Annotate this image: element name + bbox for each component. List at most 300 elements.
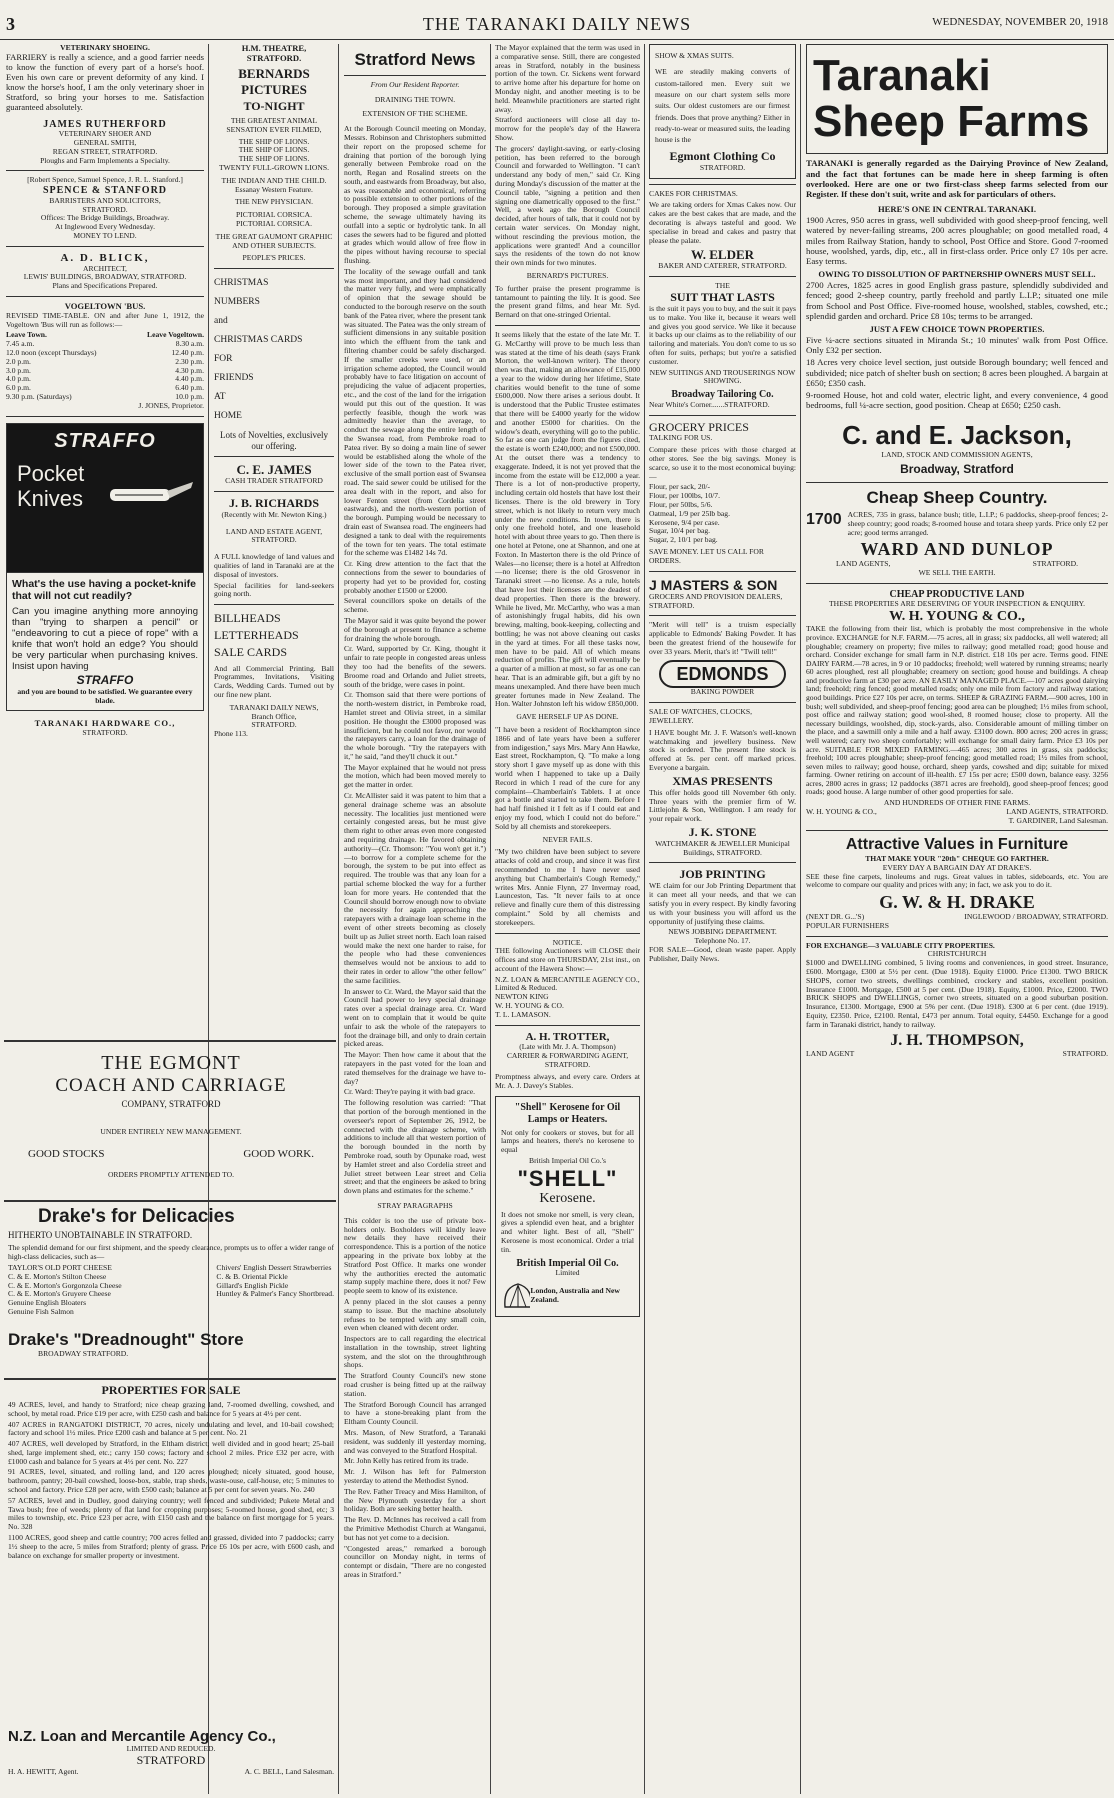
- bill-line: BILLHEADS: [214, 611, 281, 626]
- egmont-clothing-name: Egmont Clothing Co: [669, 148, 776, 163]
- ad-question: What's the use having a pocket-knife that will not cut readily?: [12, 577, 196, 602]
- thompson-left: LAND AGENT: [806, 1049, 855, 1059]
- spence-name: SPENCE & STANFORD: [42, 185, 168, 197]
- jackson-city: Broadway, Stratford: [900, 462, 1014, 477]
- bus-intro: REVISED TIME-TABLE. ON and after June 1, 1912, the Vogeltown 'Bus will run as follows:—: [6, 310, 204, 329]
- ad-title-line: Pocket: [17, 460, 85, 486]
- cakes-heading: CAKES FOR CHRISTMAS.: [649, 188, 738, 198]
- notice-body: THE following Auctioneers will CLOSE their offices and store on THURSDAY, 21st inst., on account of the Hawera Show:—: [495, 946, 640, 973]
- stray-paragraph: "Congested areas," remarked a borough councillor on Monday night, in terms of contempt or disdain, "There are no congested areas in Stratford.": [344, 1543, 486, 1580]
- newspaper-title: THE TARANAKI DAILY NEWS: [422, 14, 692, 34]
- bus-return: 4.40 p.m.: [175, 374, 204, 384]
- bill-footer: Phone 113.: [214, 729, 248, 739]
- programme-item: THE INDIAN AND THE CHILD. Essanay Western Feature.: [221, 175, 327, 194]
- suit-body: is the suit it pays you to buy, and the suit it pays us to make. You like it, because it wears well and gives you good service. We like it because it backs up our claims as to the reliability of our tailoring and materials. You don't come to us so often for suits, perhaps; but you're a satisfied customer.: [649, 303, 796, 366]
- trotter-body: Promptness always, and every care. Orders at Mr. A. J. Davey's Stables.: [495, 1071, 640, 1090]
- grocery-item: Flour, per 50lbs, 5/6.: [649, 499, 713, 509]
- bus-return: 12.40 p.m.: [171, 348, 204, 358]
- article-paragraph: The Mayor explained that the term was used in a comparative sense. Still, there are congested areas in Stratford, notably in the business portion of the town. Cr. Sickens went forward to arrive home after his departure for home on Monday night, and another meeting is to be held. Meanwhile practitioners are started right away.: [495, 44, 640, 114]
- rutherford-line: GENERAL SMITH,: [73, 138, 137, 147]
- ad-body: Can you imagine anything more annoying than "trying to sharpen a pencil" or "endeavoring to cut a piece of rope" with a knife that won't hold an edge? You should be very particular when purchasing knives. Insist upon having: [12, 605, 198, 672]
- blick-line: LEWIS' BUILDINGS, BROADWAY, STRATFORD.: [23, 272, 187, 282]
- xmas-body: This offer holds good till November 6th only. Three years with the premier firm of W. Littlejohn & Son, Wellington. I am ready for your repair work.: [649, 787, 796, 824]
- grocery-item: Sugar, 10/4 per bag.: [649, 526, 711, 536]
- stone-line: WATCHMAKER & JEWELLER Municipal Buildings, STRATFORD.: [655, 838, 790, 857]
- ad-brand: STRAFFO: [54, 429, 156, 452]
- bus-col-header: Leave Vogeltown.: [147, 330, 204, 340]
- property-entry: 91 ACRES, level, situated, and rolling land, and 120 acres ploughed; nicely situated, good house, bathroom, pantry; 20-bail cowshed, loose-box, stable, trap sheds, waste-ouse, calf-house, etc; 5 minutes to school and factory. Price £28 per acre, with £500 cash; balance at 5 per cent for seven years. No. 240: [8, 1467, 334, 1495]
- christmas-line: FOR: [214, 354, 233, 365]
- young-footer: AND HUNDREDS OF OTHER FINE FARMS.: [883, 797, 1031, 807]
- notice-heading: NOTICE.: [552, 937, 583, 947]
- mercantile-sub: LIMITED AND REDUCED.: [126, 1744, 216, 1754]
- masters-name: J MASTERS & SON: [649, 576, 778, 593]
- cheap-sheep-heading: Cheap Sheep Country.: [866, 488, 1048, 508]
- never-heading: NEVER FAILS.: [542, 834, 593, 844]
- column-1: [6, 44, 204, 1044]
- bill-footer: TARANAKI DAILY NEWS,: [229, 702, 319, 712]
- christmas-line: CHRISTMAS CARDS: [214, 335, 303, 346]
- shell-company-sub: Limited: [555, 1268, 580, 1278]
- christmas-line: HOME: [214, 411, 242, 422]
- sheep-h: OWING TO DISSOLUTION OF PARTNERSHIP OWNERS MUST SELL.: [818, 269, 1096, 280]
- never-body: "My two children have been subject to severe attacks of cold and croup, and since it was first recommended to me I have never used anything but Chamberlain's Cough Remedy," writes Mrs. Annie Flynn, 27 Invermay road, Launceston, Tas. "It never fails to at once relieve and finally cure them of this distressing complaint." Sold by all chemists and storekeepers.: [495, 847, 640, 927]
- drake-delicacies-ad: [8, 1206, 334, 1326]
- egmont-slogan: GOOD STOCKS: [28, 1148, 105, 1161]
- grocery-save: SAVE MONEY. LET US CALL FOR ORDERS.: [649, 546, 764, 565]
- hardware-name: TARANAKI HARDWARE CO.,: [34, 718, 176, 729]
- column-5: [649, 44, 796, 1794]
- bus-depart: 7.45 a.m.: [6, 339, 35, 349]
- bus-return: 8.30 a.m.: [175, 339, 204, 349]
- column-6: [806, 44, 1108, 1794]
- ward-left: LAND AGENTS,: [836, 559, 891, 569]
- ad-brand-repeat: STRAFFO: [76, 672, 134, 687]
- james-name: C. E. JAMES: [236, 462, 312, 478]
- cheap-land-heading: CHEAP PRODUCTIVE LAND: [889, 588, 1025, 600]
- spence-line: At Inglewood Every Wednesday.: [55, 222, 155, 232]
- masthead: [0, 0, 1114, 40]
- article-paragraph: Cr. McAllister said it was patent to him that a general drainage scheme was an absolute necessity. The localities just mentioned were certainly congested areas, but he must give them right to other areas even more congested and requiring drainage. He favored obtaining authority—(Cr. Thomson: "You won't get it.")—to borrow for a complete scheme for the borough, the system to be put into effect as required. The trouble was that any loan for a partial scheme blocked the way for a further loan for more years. He contended that the Council should borrow enough now to obviate the necessity for again approaching the ratepayers with a drainage loan scheme in the event of other streets becoming as closely built up as Juliet street north. Each loan raised would make the next one harder to raise, for the people who had these conveniences themselves would not be anxious to add to their rates in order to allow "the other fellow" the same facilities.: [344, 791, 486, 985]
- drake-body: The splendid demand for our first shipment, and the speedy clearance, prompts us to offer a wider range of high-class delicacies, such as—: [8, 1243, 334, 1262]
- grocery-item: Kerosene, 9/4 per case.: [649, 517, 720, 527]
- jackson-name: C. and E. Jackson,: [842, 420, 1072, 451]
- thompson-name: J. H. THOMPSON,: [890, 1031, 1024, 1049]
- christmas-ad: [214, 274, 334, 426]
- drake-items-left: [8, 1264, 122, 1317]
- thompson-line: [806, 1050, 1108, 1059]
- article-paragraph: The Mayor said it was quite beyond the power of the borough at present to finance a scheme for draining the whole borough.: [344, 615, 486, 643]
- elder-line: BAKER AND CATERER, STRATFORD.: [658, 261, 787, 271]
- grocery-item: Sugar, 2, 10/1 per bag.: [649, 535, 718, 545]
- article-paragraph: The Mayor: Then how came it about that the ratepayers in the past voted for the loan and rated themselves for the drainage we have to-day?: [344, 1050, 486, 1086]
- sale-body: I HAVE bought Mr. J. F. Watson's well-known watchmaking and jewellery business. New stock is ordered. The present fine stock is offered at 5s. per cent. off marked prices. Everyone a bargain.: [649, 727, 796, 773]
- sheep-title: Sheep Farms: [813, 97, 1090, 147]
- bernards-body: To further praise the present programme is tantamount to painting the lily. It is good. See the present grand films, and hear Mr. Syd. Bernard on that one-stringed Oriental.: [495, 283, 640, 320]
- drake-item: Gillard's English Pickle: [216, 1280, 289, 1290]
- richards-line: (Recently with Mr. Newton King.): [221, 509, 327, 519]
- grocery-item: Flour, per 100lbs, 10/7.: [649, 491, 720, 501]
- knife-icon: [105, 474, 195, 514]
- shell-company: British Imperial Oil Co.: [516, 1257, 619, 1269]
- christmas-line: CHRISTMAS: [214, 278, 269, 289]
- bus-depart: 2.0 p.m.: [6, 356, 31, 366]
- bus-depart: 12.0 noon (except Thursdays): [6, 348, 97, 358]
- shell-address: London, Australia and New Zealand.: [530, 1286, 620, 1304]
- article-paragraph: The following resolution was carried: "That that portion of the borough mentioned in the overseer's report of September 26, 1912, be connected with the drainage scheme, with additions to include all that western portion of the borough bounded in the north by Pembroke road, south by Opunake road, west by Hamlet street and also Cordelia street and Juliet street between Lear street and Celia street; and that the engineers be asked to bring down plans and estimates for the scheme.": [344, 1098, 486, 1196]
- bus-return: 2.30 p.m.: [175, 356, 204, 366]
- furniture-heading: Attractive Values in Furniture: [845, 836, 1069, 854]
- ad-title-line: Knives: [17, 486, 84, 512]
- egmont-slogan: GOOD WORK.: [243, 1148, 314, 1161]
- article-heading: DRAINING THE TOWN.: [374, 94, 456, 104]
- sheep-p: 9-roomed House, hot and cold water, electric light, and every convenience, 4 good bedrooms, full ¼-acre section, good position. Cheap at £650; £250 cash.: [806, 389, 1108, 411]
- sheep-p: 18 Acres very choice level section, just outside Borough boundary; well fenced and subdivided; nice patch of shelter bush on section; 8 acres been ploughed. A bargain at £650; £350 cash.: [806, 357, 1108, 388]
- property-entry: 407 ACRES in RANGATOKI DISTRICT, 70 acres, nicely undulating and level, and 10-bail cowshed; factory and school 1½ miles. Price £200 cash and balance at 5 per cent. No. 21: [8, 1419, 334, 1438]
- young-salesman: T. GARDINER, Land Salesman.: [1008, 815, 1108, 825]
- bus-depart: 9.30 p.m. (Saturdays): [6, 392, 72, 402]
- tonight: TO-NIGHT: [243, 99, 305, 114]
- ship-line: THE SHIP OF LIONS.: [238, 145, 310, 155]
- bill-line: LETTERHEADS: [214, 628, 299, 643]
- programme-item: THE NEW PHYSICIAN.: [234, 197, 314, 207]
- shell-kerosene-ad: [495, 1096, 640, 1317]
- egmont-clothing-city: STRATFORD.: [699, 162, 746, 172]
- rutherford-line: VETERINARY SHOER AND: [58, 129, 152, 139]
- bill-body: And all Commercial Printing. Ball Programmes, Invitations, Visiting Cards, Wedding Cards. Turned out by our fine new plant.: [214, 663, 334, 699]
- drake-subtitle: HITHERTO UNOBTAINABLE IN STRATFORD.: [8, 1230, 193, 1241]
- drake-items: [8, 1264, 334, 1317]
- furniture-sub: THAT MAKE YOUR "20th" CHEQUE GO FARTHER.: [865, 853, 1049, 863]
- bus-depart: 3.0 p.m.: [6, 365, 31, 375]
- blick-line: Plans and Specifications Prepared.: [52, 281, 158, 291]
- suit-heading: SUIT THAT LASTS: [670, 290, 775, 305]
- sheep-title: Taranaki: [813, 51, 991, 100]
- stray-paragraph: Mrs. Mason, of New Stratford, a Taranaki resident, was suddenly ill yesterday morning, and was conveyed to the Stratford Hospital.: [344, 1428, 486, 1455]
- furniture-location: INGLEWOOD / BROADWAY, STRATFORD.: [964, 911, 1108, 921]
- grocery-item: Oatmeal, 1/9 per 25lb bag.: [649, 508, 730, 518]
- page-number: 3: [6, 14, 15, 34]
- property-entry: 49 ACRES, level, and handy to Stratford; nice cheap grazing land, 7-roomed dwelling, cowshed, and school, by metal road. Price £19 per acre, with £250 cash and balance for 5 years at 4½ per cent.: [8, 1399, 334, 1418]
- column-2: [214, 44, 334, 1044]
- shell-body: Not only for cookers or stoves, but for all lamps and heaters, there's no kerosene to equal: [501, 1127, 634, 1155]
- auctioneer: NEWTON KING: [495, 992, 549, 1002]
- bill-line: SALE CARDS: [214, 644, 288, 659]
- bus-table-header: [6, 331, 204, 340]
- egmont-company: COMPANY, STRATFORD: [121, 1099, 221, 1110]
- ship-line: TWENTY FULL-GROWN LIONS.: [218, 163, 330, 173]
- pocket-knives-ad: [6, 423, 204, 573]
- programme-item: PICTORIAL CORSICA.: [236, 219, 312, 228]
- spence-line: MONEY TO LEND.: [73, 230, 137, 240]
- christmas-line: and: [214, 316, 228, 327]
- young-name: W. H. YOUNG & CO.,: [889, 609, 1025, 625]
- egmont-management: UNDER ENTIRELY NEW MANAGEMENT.: [100, 1126, 242, 1136]
- land-heading: LAND AND ESTATE AGENT, STRATFORD.: [225, 526, 323, 545]
- blick-name: A. D. BLICK,: [60, 251, 150, 264]
- ward-right: STRATFORD.: [1032, 559, 1078, 569]
- sheep-farms-ad: [806, 44, 1108, 154]
- mercantile-agents: [8, 1768, 334, 1777]
- stray-paragraph: A penny placed in the slot causes a penny stamp to issue. But the machine absolutely refuses to be tempted with any small coin, even when cleaned with decent order.: [344, 1296, 486, 1333]
- for-sale-notice: FOR SALE—Good, clean waste paper. Apply Publisher, Daily News.: [649, 944, 796, 963]
- ward-tag: WE SELL THE EARTH.: [918, 567, 996, 577]
- exchange-city: CHRISTCHURCH: [927, 949, 987, 959]
- xmas-presents: XMAS PRESENTS: [672, 773, 773, 788]
- bus-depart: 4.0 p.m.: [6, 374, 31, 384]
- cheap-body: ACRES, 735 in grass, balance bush; title, L.I.P.; 6 paddocks, sheep-proof fences; 2-sheep country; good roads; 8-roomed house and totara sheep yards. Price only £2 per acre; good terms arranged.: [847, 509, 1108, 537]
- mercantile-name: N.Z. Loan and Mercantile Agency Co.,: [8, 1728, 276, 1745]
- spence-line: Offices: The Bridge Buildings, Broadway.: [40, 213, 170, 223]
- property-entry: 57 ACRES, level and in Dudley, good dairying country; well fenced and subdivided; Pukete Metal and Tawa bush; free of weeds; plenty of flat land for cropping purposes; 5-roomed house, good shed, etc; 3 miles to township, etc. Price £23 per acre, with £150 cash and the balance on first mortgage for 5 years. No. 328: [8, 1495, 334, 1532]
- egmont-coach-ad: [8, 1046, 334, 1196]
- xmas-suits-ad: [649, 44, 796, 179]
- edmonds-merit: "Merit will tell" is a truism especially applicable to Edmonds' Baking Powder. It has been the greatest friend of the housewife for over 33 years. Merit, that's it! "Twill tell!": [649, 620, 796, 656]
- vet-heading: VETERINARY SHOEING.: [60, 44, 150, 52]
- furniture-popular: POPULAR FURNISHERS: [806, 920, 889, 930]
- stray-paragraph: The Stratford Borough Council has arranged to have a stone-breaking plant from the Eltham County Council.: [344, 1399, 486, 1427]
- stray-paragraph: The Stratford County Council's new stone road crusher is being fitted up at the railway station.: [344, 1371, 486, 1398]
- bernards-heading: BERNARD'S PICTURES.: [526, 270, 609, 280]
- section-rule: [4, 1040, 336, 1042]
- ward-name: WARD AND DUNLOP: [860, 539, 1054, 560]
- mercantile-agent: A. C. BELL, Land Salesman.: [244, 1767, 334, 1777]
- properties-ad: [8, 1384, 334, 1724]
- shell-brand: "SHELL": [517, 1165, 618, 1191]
- bus-col-header: Leave Town.: [6, 330, 47, 340]
- article-paragraph: Stratford auctioneers will close all day to-morrow for the people's day of the Hawera Show.: [495, 115, 640, 142]
- grocery-heading: GROCERY PRICES: [649, 419, 749, 434]
- section-rule: [4, 1378, 336, 1380]
- broadway-tailoring: Broadway Tailoring Co.: [671, 389, 774, 401]
- article-paragraph: At the Borough Council meeting on Monday, Messrs. Robinson and Christophers submitted their report on the proposed scheme for draining that portion of the borough lying generally between Pembroke road on the north, Regan and Rosalind streets on the south, and eastwards from Broadway, but also, as was reasonable and economical, referring to possible extension to other portions of the borough. They proposed a simple gravitation scheme, the sewage ultimately having its outfall into a septic or hydrolytic tank. In all cases the sewers had to be figured and plotted at grades which would allow of free flow in the pipes without having recourse to special flushing.: [344, 124, 486, 266]
- gave-heading: GAVE HERSELF UP AS DONE.: [516, 712, 619, 722]
- property-entry: 407 ACRES, well developed by Stratford, in the Eltham district; well divided and in good heart; 25-bail shed, large implement shed, etc.; carry 150 cows; factory and school 2 miles. Price £32 per acre, with £1000 cash and balance for 5 years at 4½ per cent. No. 227: [8, 1439, 334, 1466]
- drake-item: Genuine English Bloaters: [8, 1298, 87, 1308]
- spence-line: BARRISTERS AND SOLICITORS,: [49, 195, 161, 205]
- sheep-intro: TARANAKI is generally regarded as the Dairying Province of New Zealand, and the fact that fortunes can be made here in sheep farming is often overlooked. Here are one or two first-class sheep farms selected from our Register. If these don't suit, write and ask for particulars of others.: [806, 158, 1108, 199]
- stray-paragraph: Inspectors are to call regarding the electrical installation in the township, street lighting system, and the slot on the throughthrough shops.: [344, 1334, 486, 1370]
- stray-paragraph: This colder is too the use of private box-holders only. Boxholders will kindly leave new details they have received their correspondence. This is a portion of the notice appearing in the private box lobby at the Stratford Post Office. It marks one wonder why the authorities erected the automatic stamp supply machine there, does it not? Few people seem to know of its existence.: [344, 1215, 486, 1296]
- pocket-knives-copy: [6, 573, 204, 712]
- bus-row: [6, 358, 204, 367]
- show-body: WE are steadily making converts of custom-tailored men. Every suit we measure on our chart system sells more suits. Our oldest customers are our firmest friends. Does that prove anything? Either in ready-to-wear or measured suits, the leading house is the: [655, 67, 790, 145]
- drake-store-ad: [8, 1330, 334, 1374]
- auctioneer: T. L. LAMASON.: [495, 1009, 551, 1019]
- suit-the: THE: [715, 281, 730, 291]
- bus-proprietor: J. JONES, Proprietor.: [138, 400, 204, 410]
- sale-heading: SALE OF WATCHES, CLOCKS, JEWELLERY.: [649, 707, 753, 726]
- novelties: Lots of Novelties, exclusively our offering.: [220, 430, 328, 451]
- sheep-p: Five ¼-acre sections situated in Miranda St.; 10 minutes' walk from Post Office. Only £32 per section.: [806, 334, 1108, 356]
- egmont-orders: ORDERS PROMPTLY ATTENDED TO.: [107, 1170, 235, 1180]
- richards-name: J. B. RICHARDS: [228, 495, 319, 510]
- article-paragraph: The Mayor explained that he would not press the motion, which had been moved merely to get the matter in order.: [344, 762, 486, 790]
- stray-paragraph: Mr. J. Wilson has left for Palmerston yesterday to attend the Methodist Synod.: [344, 1467, 486, 1486]
- christmas-line: AT: [214, 392, 226, 403]
- mercantile-city: STRATFORD: [136, 1753, 206, 1768]
- grocery-body: Compare these prices with those charged at other stores. See the big savings. Money is scarce, so use it to the most economical buying:—: [649, 445, 796, 481]
- cakes-body: We are taking orders for Xmas Cakes now. Our cakes are the best cakes that are made, and the decorating is always tasteful and good. We specialise in bread and cakes and pastry that please the palate.: [649, 200, 796, 245]
- drake-store-line: BROADWAY STRATFORD.: [38, 1348, 129, 1358]
- furniture-name: G. W. & H. DRAKE: [879, 892, 1035, 913]
- shell-footer: [501, 1281, 634, 1311]
- edmonds-logo: EDMONDS: [659, 660, 786, 689]
- shell-imperial: British Imperial Oil Co.'s: [529, 1155, 606, 1165]
- mccarthy-article: It seems likely that the estate of the late Mr. T. G. McCarthy will prove to be much less than was stated at the time of his death (says Frank Morton, the well-known writer). The theory then was that, making an allowance of £15,000 a year to the widow during her lifetime, State charities would benefit to the tune of some £600,000. Now there arises a serious doubt. It is understood that the Public Trustee estimates that there will be £4000 yearly for the widow and another £5000 for charities. On the widow's death, everything will go to the public. So far as one can judge from the figures cited, the estate is worth £240,000; and not £500,000. At the outset there was a tendency to exaggerate. Indeed, it is not yet proved that the income from the estate will be £12,000 a year. There is a lot of non-productive property, including certain old hostels that have lost their licenses. There is the old brewery in Tory street, which is not likely to return very much under the new conditions. In town, there is only one freehold hotel, and one leasehold hotel with about three years to go. Then there is one hotel at Petone, one at Shannon, and one at Foxton. In Masterton there is the old Prince of Wales—no license; there is a hotel at Alfredton—no license; there is the old Grosvenor in Taranaki street —no license. As a rule, hotels that have lost their licenses are the deadest of dead properties. Then there is the brewery. While he lived, Mr. McCarthy, who was a man of astonishingly frugal habits, did his own brewing, malting, book-keeping, collecting and bottling; he was not above cleaning out casks in the yard at times. For all these tasks now, men have to be paid. All of which means reduction of profits. The gift will eventually be a quarter of a million at most, so far as one can hear. That is an admirable gift, but a gift by no means unexampled. And there have been much greater fortunes made in New Zealand. The Hon. Walter Johnston left his widow £850,000.: [495, 329, 640, 709]
- egmont-title: COACH AND CARRIAGE: [55, 1075, 287, 1097]
- trotter-name: A. H. TROTTER,: [525, 1030, 610, 1043]
- rutherford-line: Ploughs and Farm Implements a Specialty.: [40, 155, 170, 165]
- sheep-p: 2700 Acres, 1825 acres in good English grass pasture, splendidly subdivided and fenced; good 2-sheep country, partly freehold and partly L.I.P.; situated one mile from School and Post Office. Five-roomed house, woolshed, stables, cowshed, etc.; splendid garden and orchard. Price £8 10s; terms to be arranged.: [806, 280, 1108, 321]
- grocery-item: Flour, per sack, 20/-: [649, 482, 711, 492]
- bill-footer: Branch Office,: [251, 711, 297, 721]
- properties-title: PROPERTIES FOR SALE: [101, 1384, 241, 1397]
- column-rule: [644, 44, 645, 1794]
- column-4: [495, 44, 640, 1794]
- auctioneer: W. H. YOUNG & CO.: [495, 1001, 564, 1011]
- egmont-slogans: [28, 1148, 314, 1161]
- article-paragraph: Cr. King drew attention to the fact that the connections from the sewer to boundaries of property had yet to be provided for, costing probably another £1500 or £2000.: [344, 559, 486, 595]
- stone-name: J. K. STONE: [688, 824, 757, 839]
- stray-paragraph: Mr. John Kelly has retired from its trade.: [344, 1456, 469, 1466]
- masters-line: GROCERS AND PROVISION DEALERS, STRATFORD.: [649, 591, 783, 610]
- hardware-city: STRATFORD.: [82, 728, 128, 738]
- shell-word: Kerosene.: [539, 1191, 596, 1207]
- programme-item: THE GREAT GAUMONT GRAPHIC AND OTHER SUBJECTS.: [215, 231, 333, 250]
- young-body: TAKE the following from their list, which is probably the most comprehensive in the whole province. EXCHANGE for N.F. FARM.—75 acres, all in grass; six paddocks, all well watered; all ploughable; creamery on property; five miles to railway; good metalled road; good house and orchard. Consider exchange for small farm in N.P. district. £18 10s per acre. Terms good. FINE DAIRY FARM.—78 acres, in 9 or 10 paddocks; freehold; well watered by running streams; nearly 60 acres ploughed, rest all ploughable; creamery on section; good house and buildings. A cheap and productive farm at £30 per acre. AN EASILY MANAGED PLACE.—107 acres good dairying land; freehold; ring fenced; good metalled roads; only one mile from factory and railway station; good buildings. Price £27 10s per acre, on terms. SHEEP & GRAZING FARM.—900 acres, 100 in bush; well subdivided, and sheep-proof fencing; good area can be ploughed; 1½ miles from school, post office and railway station; good wool-shed, 8 roomed house; close to property. All the necessary buildings, woolshed, dip, stock-yards, also. Considerable amount of milling timber on the place, and a sawmill only a mile and a half away. £3100 down. 800 acres; 200 acres in grass; well watered; carry two sheep comfortably; will exchange for small dairy farm. Price £3 10s per acre. SUITABLE FOR MIXED FARMING.—465 acres; 300 acres in grass, six paddocks; freehold; 100 acres ploughable; sheep-proof fencing; good metalled road; 1½ miles from school, seven miles to railway; good house, orchard, sheep yards, cowshed and dip; suitable for mixed farming. Owner retiring on account of ill-health. £7 15s per acre; £500 down, balance easy. 3256 acres, 2800 acres in grass; 12 paddocks (3871 acres are freehold), good sheep-proof fences; good roads; good house. A large number of other good properties for sale.: [806, 624, 1108, 797]
- spence-partners: [Robert Spence, Samuel Spence, J. R. L. Stanford.]: [27, 175, 183, 185]
- gave-body: "I have been a resident of Rockhampton since 1866 and of late years have been a sufferer from indigestion," says Mrs. Mary Ann Hawke, East street, Rockhampton, Q. "To make a long story short I gave myself up as done with this world when I happened to take up a Daily Record in which I read of the cure for any complaint—Chamberlain's Tablets. I at once got a bottle and started to take them. Before I had half finished it I felt as if I could eat and enjoy my food, which I could not do before." Sold by all chemists and storekeepers.: [495, 724, 640, 831]
- land-body: A FULL knowledge of land values and qualities of land in Taranaki are at the disposal of investors.: [214, 552, 334, 579]
- job-printing: JOB PRINTING: [679, 867, 766, 882]
- drake-item: C. & B. Oriental Pickle: [216, 1271, 288, 1281]
- article-subheading: EXTENSION OF THE SCHEME.: [362, 109, 468, 119]
- furniture-body: SEE these fine carpets, linoleums and rugs. Great values in tables, sideboards, etc. You are welcome to compare our quality and prices with any; in fact, we ask you to do it.: [806, 871, 1108, 890]
- bus-return: 10.0 p.m.: [175, 392, 204, 402]
- stray-heading: STRAY PARAGRAPHS: [377, 1200, 453, 1210]
- article-paragraph: Cr. Ward: They're paying it with bad grace.: [344, 1087, 476, 1097]
- edmonds-sub: BAKING POWDER: [690, 687, 755, 697]
- bill-footer: STRATFORD.: [251, 720, 297, 730]
- egmont-title: THE EGMONT: [101, 1052, 241, 1074]
- mercantile-agent: H. A. HEWITT, Agent.: [8, 1767, 79, 1777]
- theatre-heading: H.M. THEATRE, STRATFORD.: [241, 44, 307, 63]
- column-rule: [800, 44, 801, 1794]
- stray-paragraph: The Rev. Father Treacy and Miss Hamilton, of the New Plymouth yesterday for a short holiday. Both are seeking better health.: [344, 1486, 486, 1514]
- job-dept: NEWS JOBBING DEPARTMENT.: [668, 927, 777, 937]
- drake-item: Genuine Fish Salmon: [8, 1307, 74, 1317]
- bus-row: [6, 367, 204, 376]
- exchange-heading: FOR EXCHANGE—3 VALUABLE CITY PROPERTIES.: [806, 940, 995, 950]
- exchange-body: $1000 and DWELLING combined, 5 living rooms and conveniences, in good street. Insurance, £600. Mortgage, £300 at 5½ per cent. (Due 1918). Equity £1000. Price £1300. TWO BRICK SHOPS, corner two streets, dwellings combined, crockery and stables, excellent position. Insurance £1000. Mortgage, £500 at 5 per cent. (Due 1918). Equity, £1000. Price, £2000. TWO BRICK SHOPS and DWELLINGS, corner two streets, situated on a good suburban position. Insurance, £1300. Mortgage, £900 at 5% per cent. (Due 1918). £300 at 6 per cent. (due 1919). Equity, £2350. Price, £2100. Rental, £473 per annum. Total equity, £4450. Exchange for a good farm in Taranaki district, handy to railway.: [806, 958, 1108, 1029]
- james-line: CASH TRADER STRATFORD: [225, 476, 323, 486]
- bus-row: [6, 349, 204, 358]
- drake-item: TAYLOR'S OLD PORT CHEESE: [8, 1263, 112, 1273]
- sheep-h: HERE'S ONE IN CENTRAL TARANAKI.: [878, 204, 1036, 215]
- drake-items-right: [216, 1264, 334, 1317]
- stratford-news-title: Stratford News: [354, 50, 476, 69]
- bus-return: 4.30 p.m.: [175, 365, 204, 375]
- theatre-name: BERNARDS PICTURES: [238, 65, 310, 97]
- property-entry: 1100 ACRES, good sheep and cattle country; 700 acres felled and grassed, divided into 7 paddocks; carry 1½ sheep to the acre, 5 miles from Stratford; plenty of grass. Price £6 10s per acre, with £600 cash, and balance on exchange for smaller property or investment.: [8, 1533, 334, 1560]
- bus-depart: 6.0 p.m.: [6, 383, 31, 393]
- christmas-line: NUMBERS: [214, 297, 260, 308]
- suit-new: NEW SUITINGS AND TROUSERINGS NOW SHOWING.: [649, 367, 796, 386]
- drake-item: C. & E. Morton's Stilton Cheese: [8, 1271, 107, 1281]
- broadway-line: Near White's Corner.......STRATFORD.: [649, 399, 770, 409]
- sheep-p: 1900 Acres, 950 acres in grass, well subdivided with good sheep-proof fencing, well watered by never-failing streams, 200 acres ploughable; on good metalled road, 4 miles from Railway Station, handy to school, Post Office and Store. Good 7-roomed house, woolshed, yards, dip, etc., all in first-class order. Price only £7 10s per acre. Easy terms.: [806, 215, 1108, 266]
- ship-line: THE SHIP OF LIONS.: [238, 136, 310, 146]
- article-paragraph: The locality of the sewage outfall and tank was most important, and they had considered the matter very fully, and were emphatically of opinion that the sewage should be conducted to the borough reserve on the south bank of the Patea river, where the present tank was situated. The Patea was the only stream of sufficient dimensions in any suitable position into which the effluent from the tank and filtering chamber could be safely discharged. If the smaller creeks were used, or an irrigation scheme adopted, the Council would probably have to face litigation on account of prejudicing the value of adjacent properties, etc., and the cost of the land for the irrigation would put this out of the question. It was perfectly feasible, though the work was admittedly heavier than the average, to conduct the sewage along the entire length of the Swansea road, from Pembroke road to Patea river. By so doing a main line of sewer would be established along the whole of the lower side of the town to the Patea river, exclusive of the small portion east of Swansea road. The said sewer could be utilised for the area dealt with in the report, and also for lower Fenton street (from Cordelia street eastwards), and the north-western portion of the borough. Pumping would be necessary to drain east of Swansea road. The engineers had designed a tank to deal with the requirements of the town for ten years. The total estimate for the scheme was £1482 14s 7d.: [344, 266, 486, 558]
- issue-date: WEDNESDAY, NOVEMBER 20, 1918: [932, 16, 1108, 28]
- trotter-sub: (Late with Mr. J. A. Thompson): [519, 1042, 616, 1052]
- reporter-line: From Our Resident Reporter.: [370, 79, 460, 89]
- furniture-location: (NEXT DR. G...'S): [806, 911, 865, 921]
- cheap-sheep-body: [806, 511, 1108, 539]
- auctioneer: N.Z. LOAN & MERCANTILE AGENCY CO., Limited & Reduced.: [495, 974, 640, 993]
- young-sig: LAND AGENTS, STRATFORD.: [1006, 806, 1108, 816]
- sheep-h: JUST A FEW CHOICE TOWN PROPERTIES.: [869, 323, 1045, 334]
- thompson-right: STRATFORD.: [1062, 1049, 1108, 1059]
- christmas-line: FRIENDS: [214, 373, 254, 384]
- shell-question: "Shell" Kerosene for Oil Lamps or Heaters.: [514, 1102, 621, 1125]
- bus-return: 6.40 p.m.: [175, 383, 204, 393]
- blick-line: ARCHITECT,: [83, 263, 127, 273]
- show-heading: SHOW & XMAS SUITS.: [655, 51, 734, 60]
- cheap-acres: 1700: [806, 510, 842, 528]
- ship-line: THE SHIP OF LIONS.: [238, 154, 310, 164]
- column-rule: [490, 44, 491, 1794]
- nz-mercantile-ad: [8, 1728, 334, 1794]
- article-paragraph: The grocers' daylight-saving, or early-closing petition, has been referred to the borough Council and forwarded to Wellington. "I can't understand any body of men," said Cr. King during Monday's discussion of the matter at the Council table, "signing a petition and then signing one diametrically opposed to the first." Well, a week ago the Borough Council decided, after hours of talk, that it could not by certain water services. On Monday night, without rescinding the previous motion, the applications were granted! And a councillor says the residents of the town do not know their own minds for two minutes.: [495, 143, 640, 268]
- column-3: [344, 44, 486, 1794]
- young-sig: W. H. YOUNG & CO.,: [806, 806, 877, 816]
- stray-paragraph: The Rev. D. McInnes has received a call from the Primitive Methodist Church at Wanganui, but has not yet come to a decision.: [344, 1515, 486, 1542]
- article-paragraph: Cr. Thomson said that there were portions of the north-western district, in Pembroke road, Hamlet street and Olivia street, in a similar position. He thought the £3000 proposed was insufficient, but he could not favor, nor would the ratepayers carry, a loan for the drainage of the whole borough. "Try the ratepayers with it," he said, "and they'll chuck it out.": [344, 690, 486, 761]
- drake-store-name: Drake's "Dreadnought" Store: [8, 1330, 244, 1349]
- grocery-sub: TALKING FOR US.: [649, 433, 713, 443]
- rutherford-name: JAMES RUTHERFORD: [43, 118, 167, 130]
- billheads-ad: [214, 610, 334, 660]
- drake-title: Drake's for Delicacies: [38, 1206, 235, 1227]
- rutherford-line: REGAN STREET, STRATFORD.: [52, 146, 158, 156]
- job-tel: Telephone No. 17.: [694, 936, 751, 946]
- job-body: WE claim for our Job Printing Department that it can meet all your needs, and that we can satisfy you in every respect. By kindly favoring us with your business you will afford us the opportunity of justifying these claims.: [649, 881, 796, 926]
- article-paragraph: Cr. Ward, supported by Cr. King, thought it unfair to rate people in congested areas unless they too had the benefits of the sewers. Broome road and Orlando and Juliet streets, south of the bridge, were cases in point.: [344, 644, 486, 689]
- column-rule: [338, 44, 339, 1794]
- spence-line: STRATFORD.: [82, 204, 128, 214]
- vet-body: FARRIERY is really a science, and a good farrier needs to know the function of every part of a horse's hoof. Even his own care or prevent deformity of any kind. I know the horse's hoof, I am the only veterinary shoer in Stratford, so bring your horses to me. Satisfaction guaranteed absolutely.: [6, 51, 204, 112]
- article-paragraph: Several councillors spoke on details of the scheme.: [344, 596, 486, 615]
- drake-item: C. & E. Morton's Gruyere Cheese: [8, 1289, 111, 1299]
- elder-name: W. ELDER: [690, 247, 755, 263]
- sensation: THE GREATEST ANIMAL SENSATION EVER FILMED,: [226, 116, 322, 134]
- drake-item: Huntley & Palmer's Fancy Shortbread.: [216, 1289, 334, 1299]
- cheap-land-sub: THESE PROPERTIES ARE DESERVING OF YOUR INSPECTION & ENQUIRY.: [828, 599, 1086, 609]
- section-rule: [4, 1200, 336, 1202]
- jackson-line: LAND, STOCK AND COMMISSION AGENTS,: [881, 449, 1033, 459]
- shell-smoke: It does not smoke nor smell, is very clean, gives a splendid even heat, and a brighter and whiter light. Best of all, "Shell" Kerosene is most economical. Order a trial tin.: [501, 1209, 634, 1254]
- shell-icon: [501, 1281, 530, 1311]
- furniture-day: EVERY DAY A BARGAIN DAY AT DRAKE'S.: [882, 862, 1032, 872]
- programme-item: PEOPLE'S PRICES.: [242, 253, 306, 263]
- land-special: Special facilities for land-seekers going north.: [214, 580, 334, 599]
- programme-item: PICTORIAL CORSICA.: [236, 210, 312, 220]
- bus-heading: VOGELTOWN 'BUS.: [64, 300, 146, 311]
- bus-row: [6, 375, 204, 384]
- trotter-line: CARRIER & FORWARDING AGENT, STRATFORD.: [506, 1051, 629, 1070]
